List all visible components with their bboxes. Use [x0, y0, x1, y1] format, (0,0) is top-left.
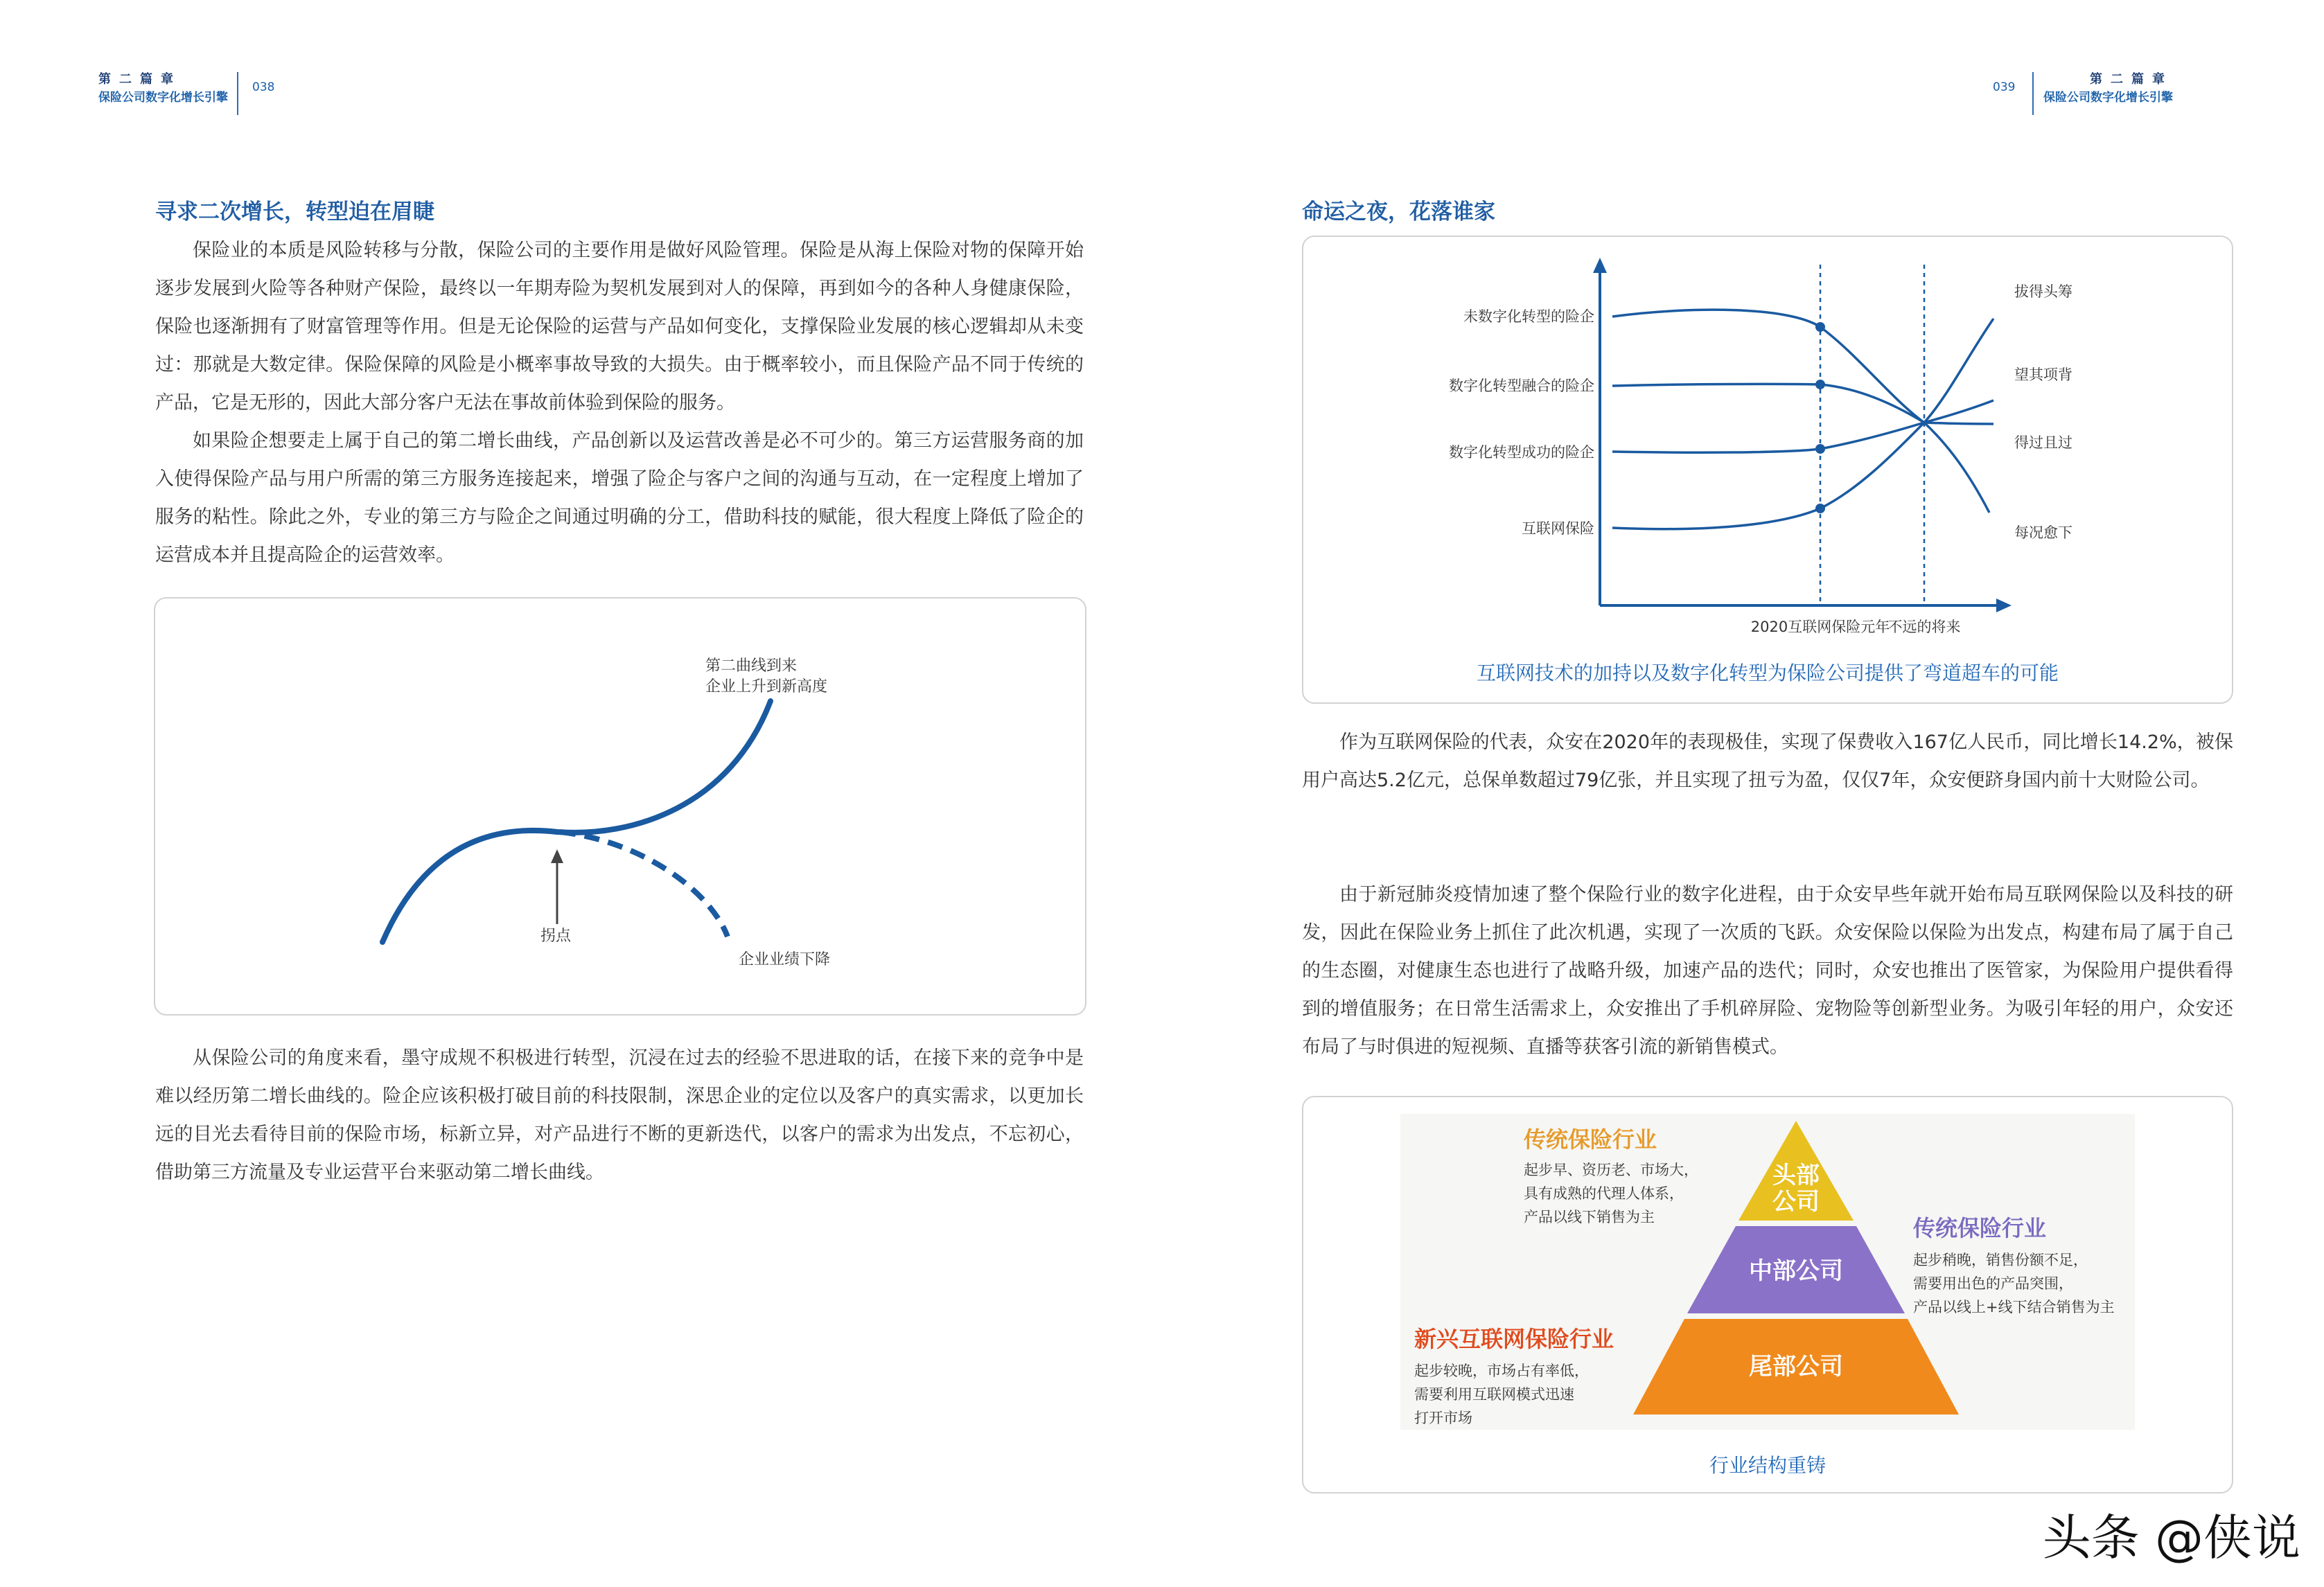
marker-dot: [1815, 380, 1825, 389]
left-header: [98, 71, 275, 107]
bottom-left-title: 新兴互联网保险行业: [1414, 1326, 1614, 1352]
section-title: 寻求二次增长，转型迫在眉睫: [155, 200, 434, 224]
second-curve-figure: [154, 597, 1086, 1016]
page-number: 038: [252, 80, 275, 94]
header-divider: [2032, 72, 2034, 115]
paragraph-3: 从保险公司的角度来看，墨守成规不积极进行转型，沉浸在过去的经验不思进取的话，在接下来的竞争中是难以经历第二增长曲线的。险企应该积极打破目前的科技限制，深思企业的定位以及客户的真实需求，以更加长远的目光去看待目前的保险市场，标新立异，对产品进行不断的更新迭代，以客户的需求为出发点，不忘初心，借助第三方流量及专业运营平台来驱动第二增长曲线。: [155, 1047, 1084, 1183]
series-label: 未数字化转型的险企: [1463, 308, 1594, 325]
right-desc: 产品以线上+线下结合销售为主: [1913, 1299, 2115, 1315]
tier-top-label-1: 头部: [1772, 1162, 1820, 1189]
right-desc: 起步稍晚，销售份额不足，: [1913, 1252, 2088, 1268]
page-number: 039: [1993, 80, 2016, 94]
header-book-title: 保险公司数字化增长引擎: [98, 91, 228, 105]
pyramid-diagram: [1303, 1097, 2232, 1444]
fate-chart-figure: [1302, 236, 2233, 704]
chart-caption: 互联网技术的加持以及数字化转型为保险公司提供了弯道超车的可能: [1476, 662, 2059, 684]
tier-bottom-label: 尾部公司: [1749, 1353, 1843, 1381]
outcome-label: 得过且过: [2014, 434, 2072, 451]
label-inflection: 拐点: [540, 928, 572, 945]
marker-dot: [1815, 504, 1825, 513]
header-chapter: 第二篇章: [2090, 72, 2173, 87]
paragraph-2: 由于新冠肺炎疫情加速了整个保险行业的数字化进程，由于众安早些年就开始布局互联网保险以及科技的研发，因此在保险业务上抓住了此次机遇，实现了一次质的飞跃。众安保险以保险为出发点，构建布局了属于自己的生态圈，对健康生态也进行了战略升级，加速产品的迭代；同时，众安也推出了医管家，为保险用户提供看得到的增值服务；在日常生活需求上，众安推出了手机碎屏险、宠物险等创新型业务。为吸引年轻的用户，众安还布局了与时俱进的短视频、直播等获客引流的新销售模式。: [1302, 884, 2233, 1058]
declining-curve: [561, 832, 728, 937]
top-left-desc: 起步早、资历老、市场大，: [1524, 1162, 1698, 1178]
series-label: 互联网保险: [1522, 520, 1594, 537]
fate-chart: [1303, 237, 2232, 653]
outcome-label: 拔得头筹: [2014, 283, 2072, 300]
top-left-desc: 具有成熟的代理人体系，: [1524, 1185, 1684, 1202]
paragraph-1: 保险业的本质是风险转移与分散，保险公司的主要作用是做好风险管理。保险是从海上保险对物的保障开始逐步发展到火险等各种财产保险，最终以一年期寿险为契机发展到对人的保障，再到如今的各种人身健康保险，保险也逐渐拥有了财富管理等作用。但是无论保险的运营与产品如何变化，支撑保险业发展的核心逻辑却从未变过：那就是大数定律。保险保障的风险是小概率事故导致的大损失。由于概率较小，而且保险产品不同于传统的产品，它是无形的，因此大部分客户无法在事故前体验到保险的服务。: [155, 240, 1084, 414]
bottom-left-desc: 起步较晚，市场占有率低，: [1414, 1363, 1589, 1379]
series-label: 数字化转型融合的险企: [1449, 378, 1594, 394]
paragraph-2: 如果险企想要走上属于自己的第二增长曲线，产品创新以及运营改善是必不可少的。第三方运营服务商的加入使得保险产品与用户所需的第三方服务连接起来，增强了险企与客户之间的沟通与互动，在一定程度上增加了服务的粘性。除此之外，专业的第三方与险企之间通过明确的分工，借助科技的赋能，很大程度上降低了险企的运营成本并且提高险企的运营效率。: [155, 430, 1084, 566]
header-book-title: 保险公司数字化增长引擎: [2043, 91, 2173, 105]
label-down: 企业业绩下降: [739, 951, 831, 968]
header-chapter: 第二篇章: [98, 72, 182, 87]
outcome-label: 每况愈下: [2014, 524, 2072, 541]
x-axis-arrow-icon: [1996, 599, 2012, 612]
bottom-left-desc: 需要利用互联网模式迅速: [1414, 1386, 1574, 1403]
pyramid-figure: [1302, 1096, 2233, 1493]
top-left-desc: 产品以线下销售为主: [1524, 1209, 1655, 1225]
tier-mid-label: 中部公司: [1749, 1257, 1843, 1285]
bottom-left-desc: 打开市场: [1414, 1410, 1472, 1426]
y-axis-arrow-icon: [1593, 258, 1607, 273]
label-up-line2: 企业上升到新高度: [705, 678, 828, 695]
series-label: 数字化转型成功的险企: [1449, 444, 1594, 461]
header-text-group: [2043, 71, 2173, 107]
watermark: 头条 @侠说: [2042, 1509, 2300, 1566]
section-title: 命运之夜，花落谁家: [1302, 200, 1495, 224]
right-title: 传统保险行业: [1913, 1215, 2047, 1241]
second-curve-diagram: [155, 599, 1085, 1014]
x-label-future: 不远的将来: [1887, 619, 1961, 635]
header-divider: [237, 72, 238, 115]
marker-dot: [1815, 444, 1825, 454]
outcome-label: 望其项背: [2014, 366, 2072, 383]
paragraph-1: 作为互联网保险的代表，众安在2020年的表现极佳，实现了保费收入167亿人民币，同比增长14.2%，被保用户高达5.2亿元，总保单数超过79亿张，并且实现了扭亏为盈，仅仅7年，众安便跻身国内前十大财险公司。: [1302, 732, 2233, 791]
x-label-2020: 2020互联网保险元年: [1750, 619, 1890, 635]
top-left-title: 传统保险行业: [1524, 1126, 1657, 1153]
arrow-head-icon: [551, 849, 563, 863]
right-desc: 需要用出色的产品突围，: [1913, 1275, 2073, 1292]
pyramid-caption: 行业结构重铸: [1709, 1454, 1826, 1477]
marker-dot: [1815, 322, 1825, 332]
label-up-line1: 第二曲线到来: [705, 657, 798, 675]
tier-top-label-2: 公司: [1772, 1188, 1820, 1216]
right-page: [1162, 0, 2324, 1587]
